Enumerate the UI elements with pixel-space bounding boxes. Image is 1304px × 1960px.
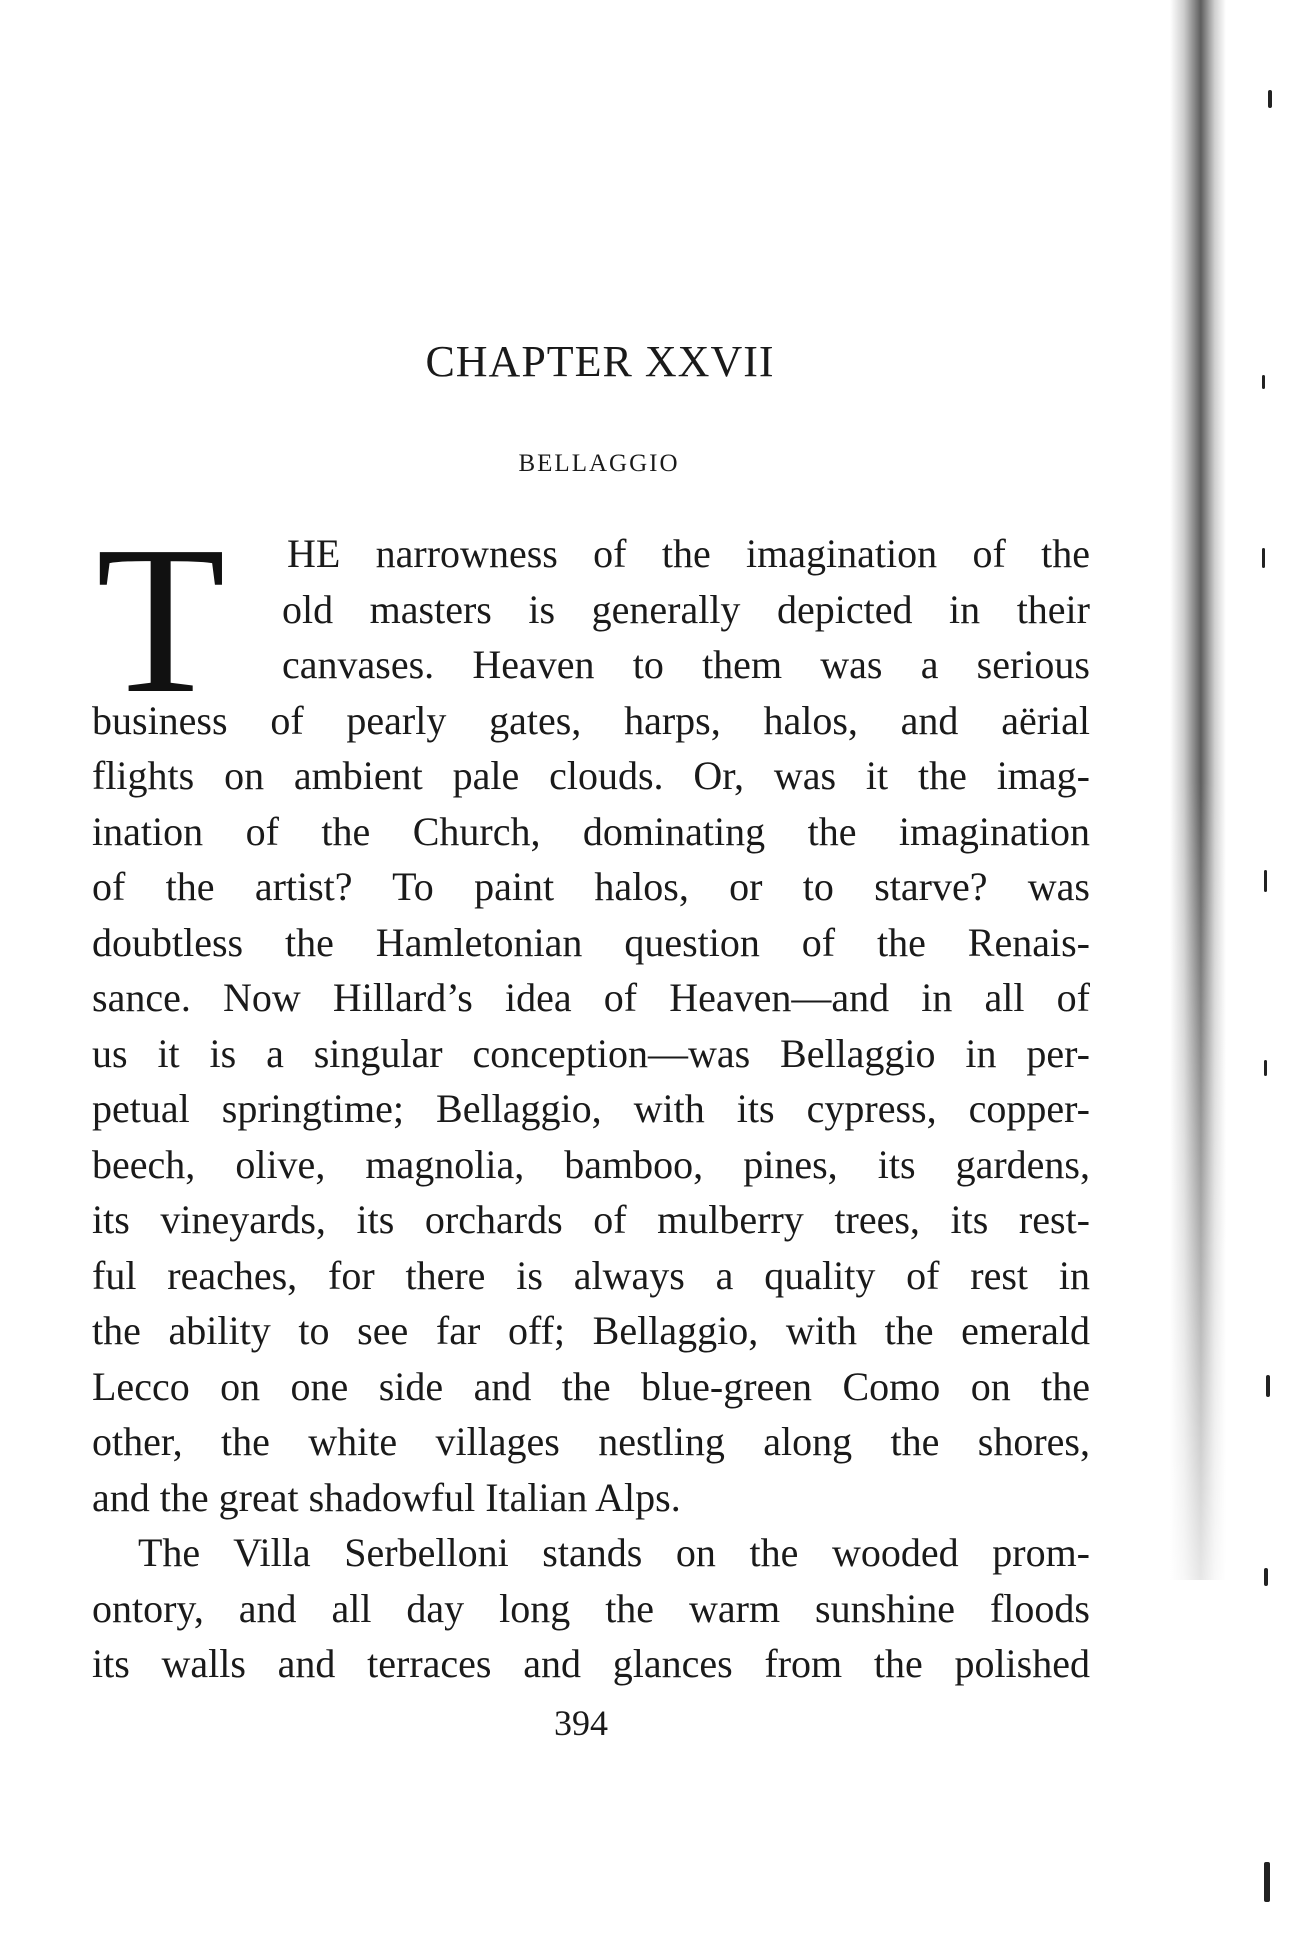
text-line: flights on ambient pale clouds. Or, was it the imag-: [92, 753, 1090, 798]
margin-mark: [1262, 375, 1265, 389]
text-line: business of pearly gates, harps, halos, and aërial: [92, 697, 1090, 743]
margin-mark: [1264, 870, 1267, 892]
drop-cap: T: [96, 502, 226, 737]
margin-mark: [1264, 1862, 1270, 1902]
chapter-title: BELLAGGIO: [518, 450, 680, 477]
text-line: Lecco on one side and the blue-green Como on the: [92, 1363, 1090, 1409]
body-text: [92, 526, 1090, 1692]
text-line: petual springtime; Bellaggio, with its cypress, copper-: [92, 1086, 1090, 1131]
text-line: HE narrowness of the imagination of the: [287, 531, 1090, 576]
text-line: ful reaches, for there is always a quality of rest in: [92, 1252, 1090, 1298]
text-line: ination of the Church, dominating the imagination: [92, 808, 1090, 854]
text-line: canvases. Heaven to them was a serious: [282, 642, 1090, 687]
text-line: ontory, and all day long the warm sunshine floods: [92, 1585, 1090, 1631]
page-number: 394: [554, 1703, 608, 1743]
text-line: doubtless the Hamletonian question of the Renais-: [92, 919, 1090, 965]
text-line: the ability to see far off; Bellaggio, with the emerald: [92, 1308, 1090, 1353]
margin-mark: [1262, 548, 1265, 568]
text-line: of the artist? To paint halos, or to starve? was: [92, 864, 1090, 909]
margin-mark: [1264, 1060, 1267, 1076]
text-line: old masters is generally depicted in their: [282, 586, 1090, 632]
text-line: other, the white villages nestling along the shores,: [92, 1419, 1090, 1464]
text-line: its walls and terraces and glances from the polished: [92, 1641, 1090, 1686]
text-line: and the great shadowful Italian Alps.: [92, 1474, 681, 1520]
text-line: its vineyards, its orchards of mulberry trees, its rest-: [92, 1197, 1090, 1242]
text-line: The Villa Serbelloni stands on the wooded prom-: [138, 1530, 1090, 1575]
scan-gutter-fade: [1170, 780, 1226, 1580]
chapter-heading: CHAPTER XXVII: [425, 337, 775, 386]
text-line: beech, olive, magnolia, bamboo, pines, its gardens,: [92, 1141, 1090, 1187]
text-line: us it is a singular conception—was Bellaggio in per-: [92, 1030, 1090, 1076]
margin-mark: [1266, 1375, 1270, 1397]
margin-mark: [1264, 1568, 1268, 1586]
margin-mark: [1268, 90, 1272, 108]
text-line: sance. Now Hillard’s idea of Heaven—and in all of: [92, 975, 1090, 1020]
